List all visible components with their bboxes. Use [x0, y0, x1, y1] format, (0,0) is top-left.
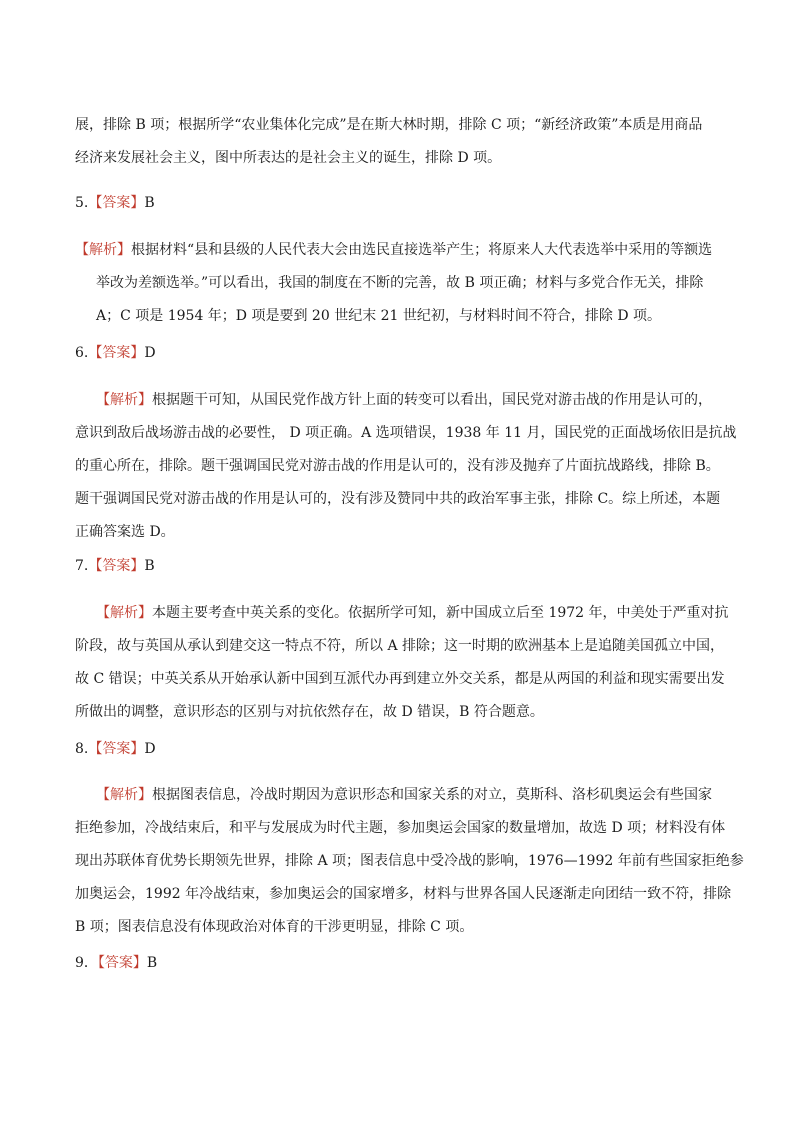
- answer-line-5: [75, 193, 155, 213]
- answer-line-9: [75, 953, 157, 973]
- text-line: 加奥运会，1992 年冷战结束，参加奥运会的国家增多，材料与世界各国人民逐渐走向团结一致不符，排除: [75, 886, 732, 902]
- analysis-paragraph-5: [75, 234, 725, 333]
- analysis-tag: 【解析】: [75, 242, 131, 258]
- text-line: 题干强调国民党对游击战的作用是认可的，没有涉及赞同中共的政治军事主张，排除 C。综上所述，本题: [75, 491, 721, 507]
- text-line: 阶段，故与英国从承认到建交这一特点不符，所以 A 排除；这一时期的欧洲基本上是追随美国孤立中国，: [75, 638, 725, 654]
- question-number: 8.: [75, 741, 89, 757]
- answer-value: B: [144, 195, 155, 211]
- answer-line-8: [75, 739, 156, 759]
- text-line: 举改为差额选举。”可以看出，我国的制度在不断的完善，故 B 项正确；材料与多党合作无关，排除: [96, 275, 704, 291]
- paragraph-continuation: [75, 109, 725, 175]
- answer-value: D: [144, 741, 156, 757]
- analysis-tag: 【解析】: [96, 605, 152, 621]
- question-number: 7.: [75, 558, 89, 574]
- answer-tag: 【答案】: [88, 558, 145, 574]
- answer-tag: 【答案】: [88, 195, 145, 211]
- analysis-first-line: [75, 779, 725, 812]
- answer-line-6: [75, 343, 156, 363]
- text-line: 故 C 错误；中英关系从开始承认新中国到互派代办再到建立外交关系，都是从两国的利益和现实需要出发: [75, 671, 725, 687]
- text-segment: 根据图表信息，冷战时期因为意识形态和国家关系的对立，莫斯科、洛杉矶奥运会有些国家: [152, 787, 712, 803]
- question-number: 5.: [75, 195, 89, 211]
- analysis-paragraph-7: [75, 597, 729, 729]
- analysis-tag: 【解析】: [96, 787, 152, 803]
- analysis-paragraph-6: [75, 384, 737, 549]
- text-line: 所做出的调整，意识形态的区别与对抗依然存在，故 D 错误，B 符合题意。: [75, 704, 544, 720]
- text-line: 正确答案选 D。: [75, 524, 175, 540]
- text-line: 展，排除 B 项；根据所学“农业集体化完成”是在斯大林时期，排除 C 项；“新经济政策”本质是用商品: [75, 117, 703, 133]
- answer-tag: 【答案】: [88, 345, 145, 361]
- text-line: 的重心所在，排除。题干强调国民党对游击战的作用是认可的，没有涉及抛弃了片面抗战路线，排除 B。: [75, 458, 720, 474]
- text-segment: 根据材料“县和县级的人民代表大会由选民直接选举产生；将原来人大代表选举中采用的等额选: [131, 242, 713, 258]
- text-segment: 根据题干可知，从国民党作战方针上面的转变可以看出，国民党对游击战的作用是认可的，: [152, 392, 712, 408]
- text-line: 现出苏联体育优势长期领先世界，排除 A 项；图表信息中受冷战的影响，1976—1992 年前有些国家拒绝参: [75, 853, 744, 869]
- text-line: 拒绝参加，冷战结束后，和平与发展成为时代主题，参加奥运会国家的数量增加，故选 D 项；材料没有体: [75, 820, 726, 836]
- question-number: 9．: [75, 955, 98, 971]
- analysis-tag: 【解析】: [96, 392, 152, 408]
- answer-value: B: [146, 955, 158, 971]
- answer-line-7: [75, 556, 155, 576]
- text-line: 意识到敌后战场游击战的必要性， D 项正确。A 选项错误，1938 年 11 月，国民党的正面战场依旧是抗战: [75, 425, 737, 441]
- text-line: A；C 项是 1954 年；D 项是要到 20 世纪末 21 世纪初，与材料时间不符合，排除 D 项。: [96, 308, 662, 324]
- answer-value: D: [144, 345, 156, 361]
- question-number: 6.: [75, 345, 89, 361]
- answer-tag: 【答案】: [88, 741, 145, 757]
- text-line: 经济来发展社会主义，图中所表达的是社会主义的诞生，排除 D 项。: [75, 150, 502, 166]
- analysis-first-line: [75, 384, 725, 417]
- answer-value: B: [144, 558, 155, 574]
- analysis-first-line: [75, 597, 729, 630]
- analysis-first-line: [75, 234, 725, 267]
- analysis-paragraph-8: [75, 779, 744, 944]
- text-segment: 本题主要考查中英关系的变化。依据所学可知，新中国成立后至 1972 年，中美处于严重对抗: [152, 605, 729, 621]
- text-line: B 项；图表信息没有体现政治对体育的干涉更明显，排除 C 项。: [75, 919, 474, 935]
- answer-tag: 【答案】: [97, 955, 147, 971]
